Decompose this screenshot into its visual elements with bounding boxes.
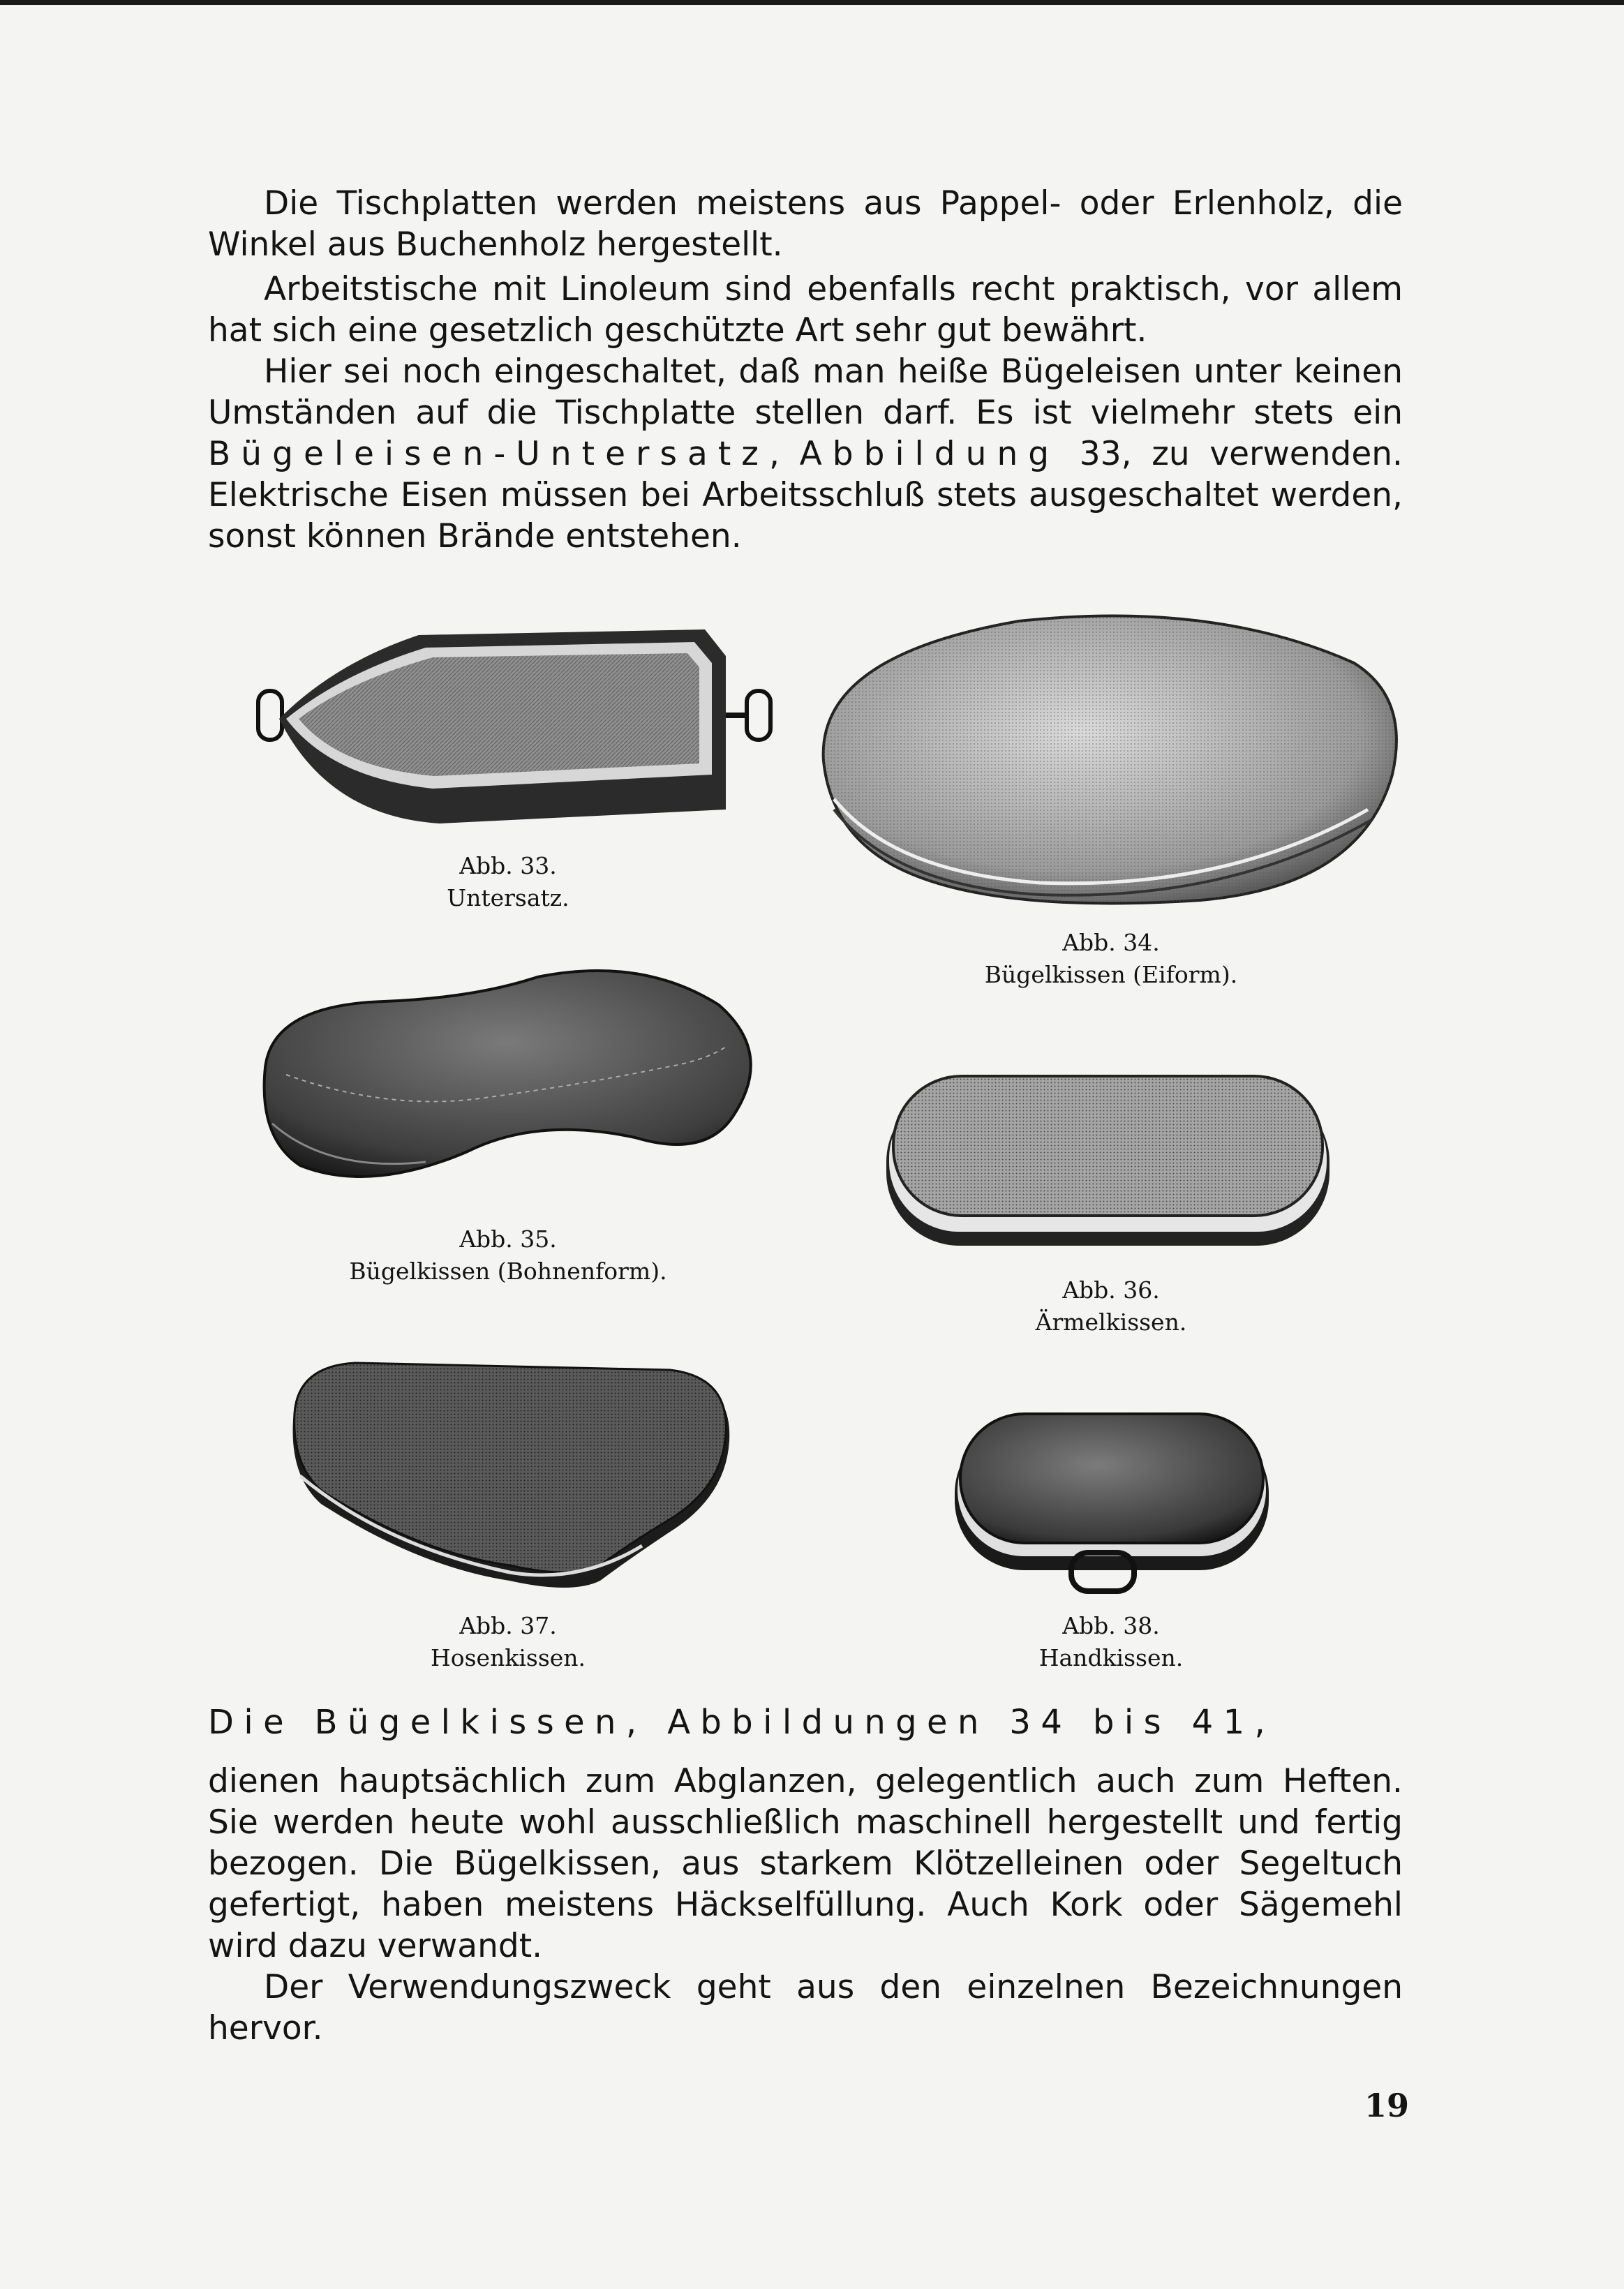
page-number: 19 [1364,2087,1410,2124]
figure-33-title: Untersatz. [447,884,569,911]
figure-34-number: Abb. 34. [1062,929,1160,956]
paragraph-verwendungszweck-text: Der Verwendungszweck geht aus den einzelnen Bezeichnungen hervor. [208,1968,1403,2048]
paragraph-verwendungszweck [208,1967,1403,2049]
figure-35-bean-cushion-illustration [244,963,768,1193]
figure-33-number: Abb. 33. [459,852,557,879]
emphasis-untersatz: Bügeleisen-Untersatz [208,435,770,473]
figure-38-number: Abb. 38. [1062,1612,1160,1639]
figure-37-number: Abb. 37. [459,1612,557,1639]
figure-35-title: Bügelkissen (Bohnenform). [349,1258,667,1285]
paragraph-tischplatten-text: Die Tischplatten werden meistens aus Pappel- oder Erlenholz, die Winkel aus Buchenholz hergestellt. [208,184,1403,264]
figure-34-egg-cushion-illustration [810,600,1410,914]
figure-33-iron-stand-illustration [230,614,789,830]
figure-35-caption [313,1223,703,1288]
paragraph-buegeleisen-text-c: , [769,435,800,473]
section-heading-buegelkissen: Die Bügelkissen, Abbildungen 34 bis 41, [208,1703,1276,1742]
figure-35-number: Abb. 35. [459,1225,557,1253]
paragraph-linoleum-text: Arbeitstische mit Linoleum sind ebenfalls recht praktisch, vor allem hat sich eine gesetzlich geschützte Art sehr gut bewährt. [208,270,1403,350]
paragraph-buegelkissen [208,1761,1403,1967]
figure-33-caption [313,850,703,914]
paragraph-linoleum [208,269,1403,351]
figure-37-trouser-cushion-illustration [279,1357,740,1595]
figure-36-sleeve-cushion-illustration [879,1068,1340,1256]
figure-36-title: Ärmelkissen. [1035,1308,1187,1336]
figure-37-title: Hosenkissen. [430,1644,586,1671]
emphasis-abbildung: Abbildung [799,435,1060,473]
figure-38-title: Handkissen. [1038,1644,1184,1671]
figure-36-number: Abb. 36. [1062,1276,1160,1304]
figure-34-title: Bügelkissen (Eiform). [984,961,1238,988]
figure-37-caption [313,1610,703,1674]
figure-34-caption [916,927,1306,991]
paragraph-buegeleisen-text-a: Hier sei noch eingeschaltet, daß man heiße Bügeleisen unter keinen Umständen auf die Tischplatte stellen darf. Es ist vielmehr stets ein [208,352,1403,432]
paragraph-buegeleisen-text-e: 33, zu verwenden. Elektrische Eisen müssen bei Arbeitsschluß stets ausgeschaltet werden, sonst können Brände entstehen. [208,435,1403,556]
paragraph-buegeleisen [208,351,1403,557]
figure-38-caption [916,1610,1306,1674]
paragraph-tischplatten [208,183,1403,265]
figure-38-hand-cushion-illustration [949,1410,1277,1598]
paragraph-buegelkissen-text: dienen hauptsächlich zum Abglanzen, gelegentlich auch zum Heften. Sie werden heute wohl ausschließlich maschinell hergestellt und fertig bezogen. Die Bügelkissen, aus starkem Klötzelleinen oder Segeltuch gefertigt, haben meistens Häckselfüllung. Auch Kork oder Sägemehl wird dazu verwandt. [208,1762,1403,1965]
figure-36-caption [916,1274,1306,1339]
top-edge-rule [0,0,1624,5]
